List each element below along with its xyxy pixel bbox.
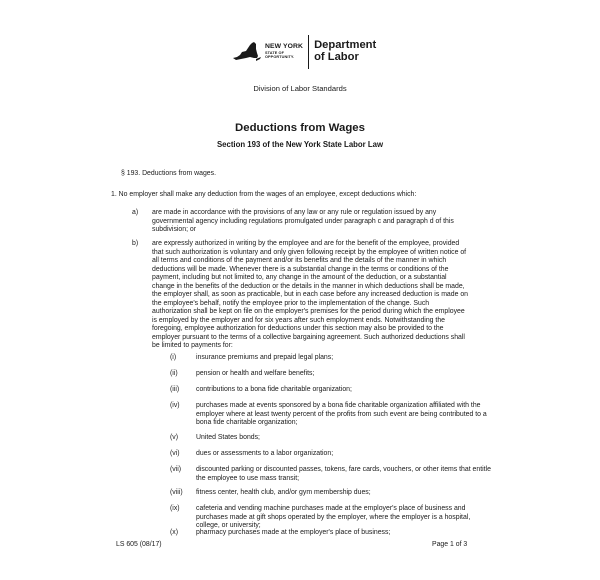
logo-dept-line1: Department (314, 39, 377, 52)
subitem-text: United States bonds; (196, 434, 260, 441)
subitem-text: discounted parking or discounted passes, tokens, fare cards, vouchers, or other items that entitle the employee to use mass transit; (196, 466, 491, 482)
logo-ny-line1: NEW YORK (265, 42, 304, 50)
subitem-label: (v) (170, 434, 179, 441)
new-york-state-map-icon (232, 41, 262, 63)
subitem-text: fitness center, health club, and/or gym membership dues; (196, 489, 371, 496)
logo-department-text (314, 40, 376, 64)
item-a-text: are made in accordance with the provisions of any law or any rule or regulation issued by any governmental agency including regulations promulgated under paragraph c and paragraph d of this subdivision; or (152, 209, 454, 233)
subitem-label: (viii) (170, 489, 183, 496)
subitem-text: insurance premiums and prepaid legal plans; (196, 354, 334, 361)
subitem-label: (iv) (170, 402, 180, 409)
subitem-label: (ii) (170, 370, 178, 377)
logo-dept-line2: of Labor (314, 51, 359, 63)
logo-ny-line2: STATE OF (265, 50, 285, 55)
subitem-text: purchases made at events sponsored by a bona fide charitable organization affiliated with the employer where at least twenty percent of the profits from such event are being contributed to a bona fide charitable organization; (196, 402, 487, 426)
subitem-label: (vii) (170, 466, 182, 473)
subitem-label: (x) (170, 529, 179, 536)
document-title: Deductions from Wages (235, 122, 365, 134)
subitem-text: pension or health and welfare benefits; (196, 370, 315, 377)
document-subtitle: Section 193 of the New York State Labor Law (216, 140, 384, 149)
item-a-label: a) (132, 209, 139, 216)
logo-ny-line3: OPPORTUNITY. (265, 55, 295, 60)
logo-ny-text (265, 44, 303, 60)
form-id: LS 605 (08/17) (116, 541, 162, 548)
page-number: Page 1 of 3 (432, 541, 468, 548)
subitem-label: (ix) (170, 505, 180, 512)
item-b-label: b) (132, 240, 139, 247)
item-b-text: are expressly authorized in writing by the employee and are for the benefit of the employee, provided that such authorization is voluntary and only given following receipt by the employee of written notice of all terms and conditions of the payment and/or its benefits and the details of the manner in which deductions will be made. Whenever there is a substantial change in the terms or conditions of the payment, including but not limited to, any change in the amount of the deduction, or a substantial change in the benefits of the deduction or the details in the manner in which deductions shall be made, the employer shall, as soon as practicable, but in each case before any increased deduction is made on the employee's behalf, notify the employee prior to the implementation of the change. Such authorization shall be kept on file on the employer's premises for the period during which the employee is employed by the employer and for six years after such employment ends. Notwithstanding the foregoing, employee authorization for deductions under this section may also be provided to the employer pursuant to the terms of a collective bargaining agreement. Such authorized deductions shall be limited to payments for: (152, 240, 469, 349)
paragraph-1: 1. No employer shall make any deduction from the wages of an employee, except deductions which: (111, 191, 417, 198)
subitem-text: dues or assessments to a labor organization; (196, 450, 334, 457)
division-name: Division of Labor Standards (253, 84, 347, 93)
nys-dol-logo (232, 30, 376, 74)
logo-divider (308, 35, 309, 69)
subitem-label: (i) (170, 354, 177, 361)
subitem-text: pharmacy purchases made at the employer's place of business; (196, 529, 391, 536)
subitem-text: cafeteria and vending machine purchases made at the employer's place of business and purchases made at gift shops operated by the employer, where the employer is a hospital, college, or university; (196, 505, 471, 529)
subitem-text: contributions to a bona fide charitable organization; (196, 386, 352, 393)
subitem-label: (vi) (170, 450, 180, 457)
subitem-label: (iii) (170, 386, 180, 393)
section-heading: § 193. Deductions from wages. (121, 170, 216, 177)
